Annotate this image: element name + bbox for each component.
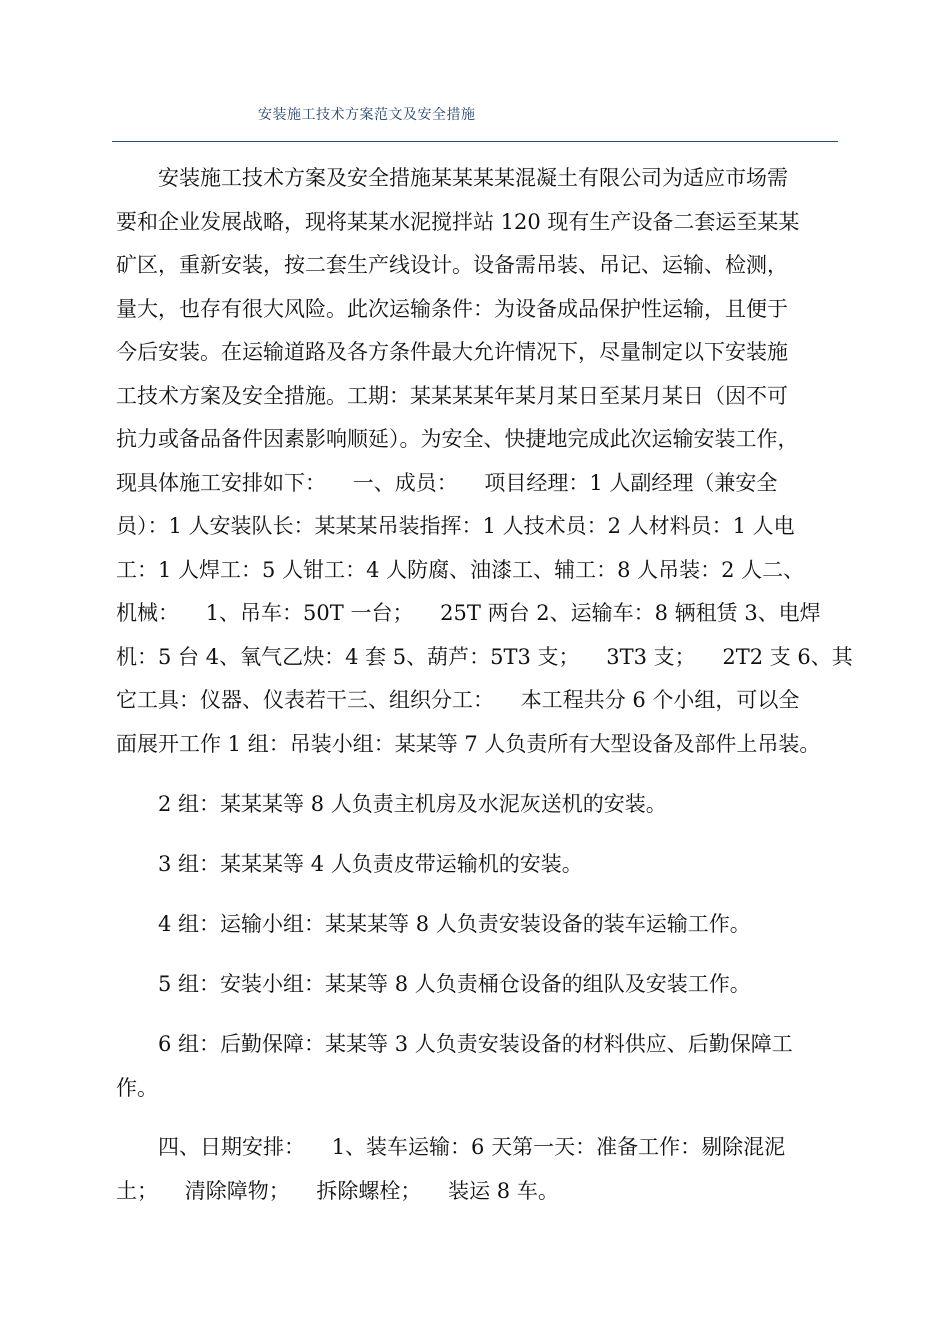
text-line: 员）：1 人安装队长：某某某吊装指挥：1 人技术员：2 人材料员：1 人电 — [116, 514, 795, 538]
paragraph-group-5 — [116, 963, 856, 1007]
text-line: 4 组：运输小组：某某某等 8 人负责安装设备的装车运输工作。 — [116, 912, 751, 936]
text-line: 作。 — [116, 1075, 158, 1100]
text-line: 机械： 1、吊车：50T 一台； 25T 两台 2、运输车：8 辆租赁 3、电焊 — [116, 601, 821, 625]
text-line: 3 组：某某某等 4 人负责皮带运输机的安装。 — [116, 852, 583, 876]
text-line: 工：1 人焊工：5 人钳工：4 人防腐、油漆工、辅工：8 人吊装：2 人二、 — [116, 557, 805, 582]
text-line: 6 组：后勤保障：某某等 3 人负责安装设备的材料供应、后勤保障工 — [116, 1032, 793, 1056]
paragraph-group-2 — [116, 783, 856, 827]
paragraph-group-4 — [116, 903, 856, 947]
text-line: 现具体施工安排如下： 一、成员： 项目经理：1 人副经理（兼安全 — [116, 470, 778, 495]
header-divider — [112, 141, 838, 142]
text-line: 2 组：某某某等 8 人负责主机房及水泥灰送机的安装。 — [116, 792, 667, 816]
text-line: 工技术方案及安全措施。工期：某某某某年某月某日至某月某日（因不可 — [116, 383, 788, 408]
text-line: 今后安装。在运输道路及各方条件最大允许情况下，尽量制定以下安装施 — [116, 340, 788, 364]
paragraph-group-6 — [116, 1023, 856, 1110]
text-line: 量大，也存有很大风险。此次运输条件：为设备成品保护性运输，且便于 — [116, 296, 788, 321]
text-line: 土； 清除障物； 拆除螺栓； 装运 8 车。 — [116, 1178, 559, 1203]
text-line: 抗力或备品备件因素影响顺延）。为安全、快捷地完成此次运输安装工作， — [116, 427, 799, 451]
paragraph-intro — [116, 157, 856, 766]
text-line: 5 组：安装小组：某某等 8 人负责桶仓设备的组队及安装工作。 — [116, 972, 751, 996]
text-line: 要和企业发展战略，现将某某水泥搅拌站 120 现有生产设备二套运至某某 — [116, 209, 800, 234]
page-header-title: 安装施工技术方案范文及安全措施 — [258, 107, 476, 123]
text-line: 四、日期安排： 1、装车运输：6 天第一天：准备工作：剔除混泥 — [116, 1135, 786, 1159]
text-line: 面展开工作 1 组：吊装小组：某某等 7 人负责所有大型设备及部件上吊装。 — [116, 731, 821, 756]
paragraph-group-3 — [116, 843, 856, 887]
paragraph-schedule — [116, 1126, 856, 1213]
text-line: 安装施工技术方案及安全措施某某某某混凝土有限公司为适应市场需 — [116, 166, 788, 190]
text-line: 它工具：仪器、仪表若干三、组织分工： 本工程共分 6 个小组，可以全 — [116, 688, 800, 712]
text-line: 矿区，重新安装，按二套生产线设计。设备需吊装、吊记、运输、检测， — [116, 253, 788, 277]
text-line: 机：5 台 4、氧气乙炔：4 套 5、葫芦：5T3 支； 3T3 支； 2T2 支 6、其 — [116, 644, 853, 669]
